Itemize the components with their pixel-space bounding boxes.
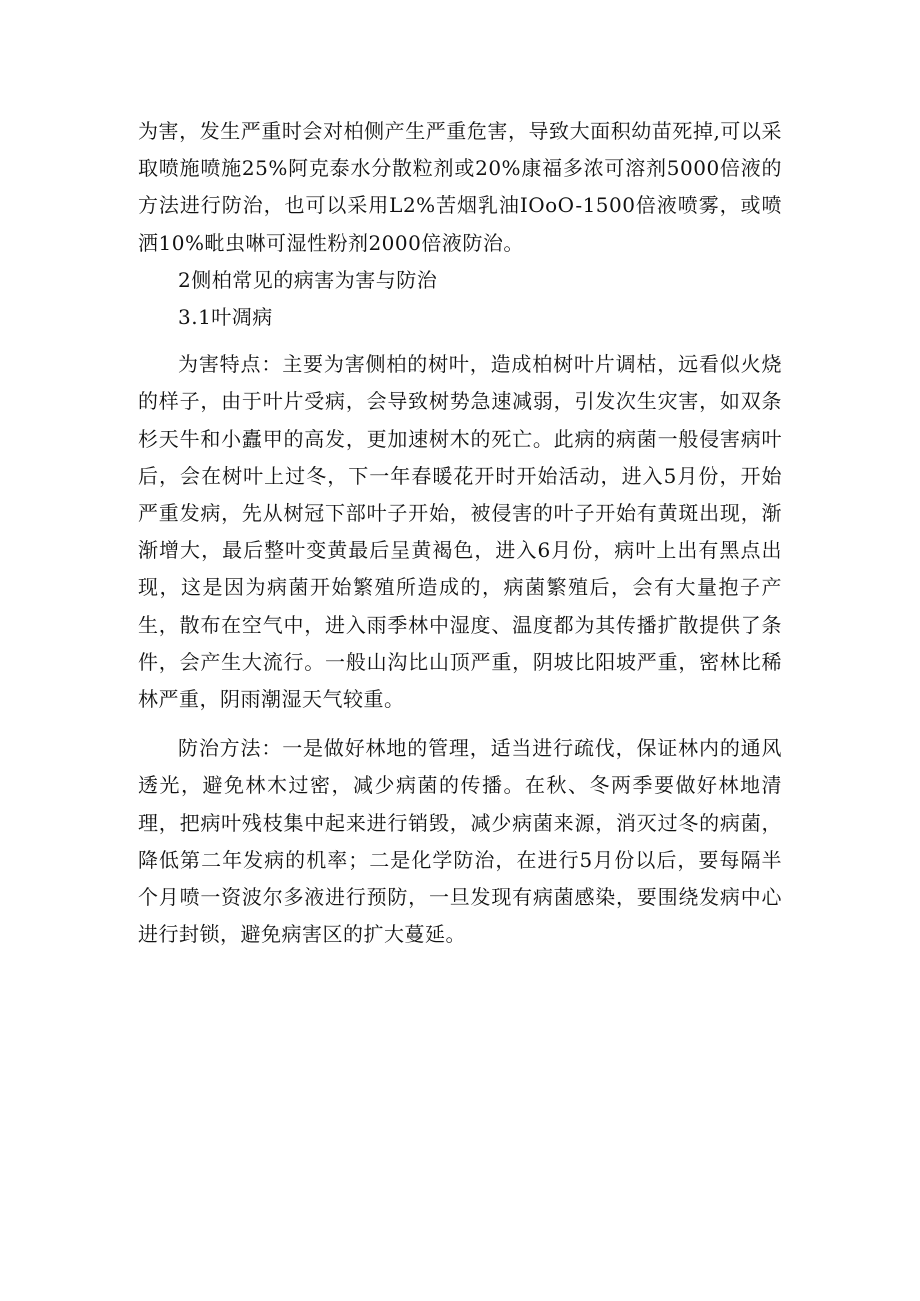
paragraph-control-methods: 防治方法：一是做好林地的管理，适当进行疏伐，保证林内的通风透光，避免林木过密，减少病菌的传播。在秋、冬两季要做好林地清理，把病叶残枝集中起来进行销毁，减少病菌来源，消灭过冬的病菌，降低第二年发病的机率；二是化学防治，在进行5月份以后，要每隔半个月喷一资波尔多液进行预防，一旦发现有病菌感染，要围绕发病中心进行封锁，避免病害区的扩大蔓延。 bbox=[138, 736, 782, 947]
section-heading-diseases: 2侧柏常见的病害为害与防治 bbox=[178, 267, 438, 292]
paragraph-continuation: 为害，发生严重时会对柏侧产生严重危害，导致大面积幼苗死掉,可以采取喷施喷施25%阿克泰水分散粒剂或20%康福多浓可溶剂5000倍液的方法进行防治，也可以采用L2%苦烟乳油IOoO-1500倍液喷雾，或喷洒10%毗虫啉可湿性粉剂2000倍液防治。 bbox=[138, 119, 782, 255]
paragraph-damage-characteristics: 为害特点：主要为害侧柏的树叶，造成柏树叶片调枯，远看似火烧的样子，由于叶片受病，会导致树势急速减弱，引发次生灾害，如双条杉天牛和小蠹甲的高发，更加速树木的死亡。此病的病菌一般侵害病叶后，会在树叶上过冬，下一年春暖花开时开始活动，进入5月份，开始严重发病，先从树冠下部叶子开始，被侵害的叶子开始有黄斑出现，渐渐增大，最后整叶变黄最后呈黄褐色，进入6月份，病叶上出有黑点出现，这是因为病菌开始繁殖所造成的，病菌繁殖后，会有大量抱子产生，散布在空气中，进入雨季林中湿度、温度都为其传播扩散提供了条件，会产生大流行。一般山沟比山顶严重，阴坡比阳坡严重，密林比稀林严重，阴雨潮湿天气较重。 bbox=[138, 352, 782, 712]
subsection-heading-leaf-blight: 3.1叶凋病 bbox=[178, 305, 273, 330]
